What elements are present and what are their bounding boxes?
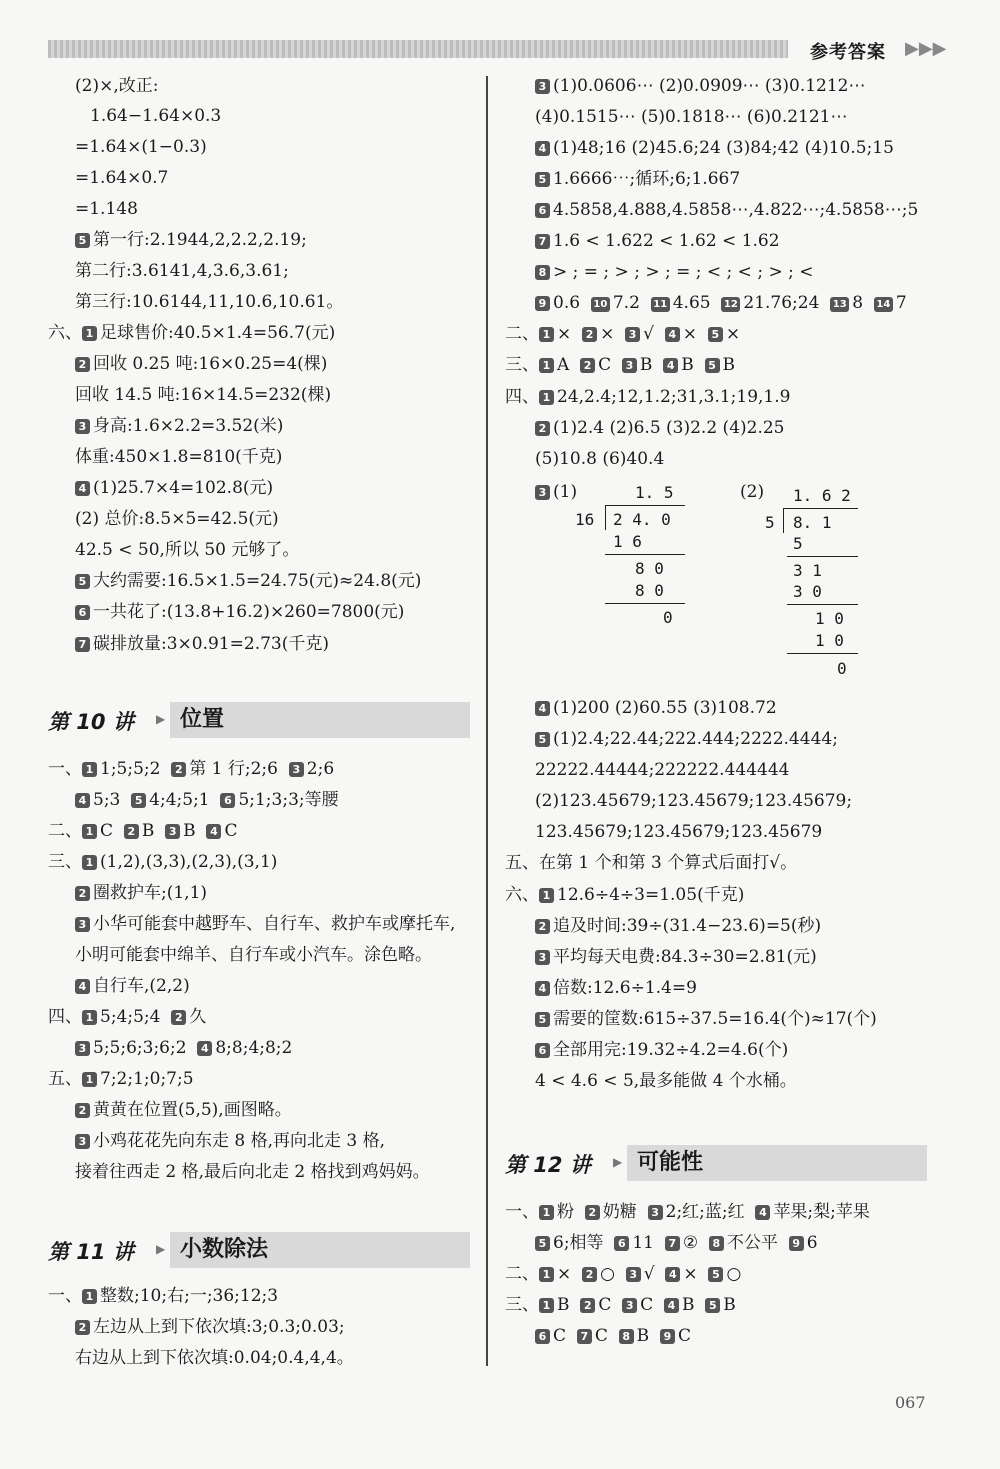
answer-line: 3 5;5;6;3;6;2 4 8;8;4;8;2 xyxy=(75,1037,292,1059)
answer-line: 第三行:10.6144,11,10.6,10.61。 xyxy=(75,292,344,312)
header-label: 参考答案 xyxy=(810,42,886,63)
answer-line: 2 圈救护车;(1,1) xyxy=(75,882,207,904)
answer-line: 2 回收 0.25 吨:16×0.25=4(棵) xyxy=(75,353,327,375)
answer-line: 5 1.6666⋯;循环;6;1.667 xyxy=(535,168,740,190)
page-number: 067 xyxy=(895,1393,926,1412)
answer-line: 8 > ; = ; > ; > ; = ; < ; < ; > ; < xyxy=(535,261,813,283)
section-heading-11 xyxy=(48,1232,478,1268)
item-number: 6 xyxy=(75,605,90,620)
answer-line: 3 小鸡花花先向东走 8 格,再向北走 3 格, xyxy=(75,1130,385,1152)
answer-line: 5 第一行:2.1944,2,2.2,2.19; xyxy=(75,229,307,251)
answer-line: 体重:450×1.8=810(千克) xyxy=(75,447,283,467)
section-title: 小数除法 xyxy=(170,1232,470,1268)
item-number: 1 xyxy=(82,326,97,341)
answer-line: 4 5;3 5 4;4;5;1 6 5;1;3;3;等腰 xyxy=(75,789,339,811)
answer-line: 五、 1 7;2;1;0;7;5 xyxy=(48,1069,194,1089)
answer-line: 2 追及时间:39÷(31.4−23.6)=5(秒) xyxy=(535,915,821,937)
answer-line: 一、 1 整数;10;右;一;36;12;3 xyxy=(48,1286,279,1306)
answer-line: 右边从上到下依次填:0.04;0.4,4,4。 xyxy=(75,1348,354,1368)
answer-line: 6 4.5858,4.888,4.5858⋯,4.822⋯;4.5858⋯;5 xyxy=(535,199,918,221)
answer-line: 9 0.6 10 7.2 11 4.65 12 21.76;24 13 8 14 7 xyxy=(535,292,907,314)
section-number: 第 11 讲 xyxy=(48,1240,134,1264)
answer-line: 7 碳排放量:3×0.91=2.73(千克) xyxy=(75,633,329,655)
answer-line: 3 小华可能套中越野车、自行车、救护车或摩托车, xyxy=(75,913,455,935)
answer-line: 4 (1)48;16 (2)45.6;24 (3)84;42 (4)10.5;15 xyxy=(535,137,894,159)
answer-line: =1.64×(1−0.3) xyxy=(75,137,207,157)
answer-line: 5 (1)2.4;22.44;222.444;2222.4444; xyxy=(535,728,838,750)
answer-line: 5 6;相等 6 11 7 ② 8 不公平 9 6 xyxy=(535,1232,818,1254)
answer-line: 42.5 < 50,所以 50 元够了。 xyxy=(75,540,300,560)
answer-line: (2)×,改正: xyxy=(75,76,159,96)
answer-line: 二、 1 C 2 B 3 B 4 C xyxy=(48,821,238,841)
triangle-icon: ▶ xyxy=(613,1155,623,1169)
item-number: 3 xyxy=(75,419,90,434)
header-bar xyxy=(48,40,788,58)
item-number: 5 xyxy=(75,233,90,248)
answer-line: 二、 1 × 2 × 3 √ 4 × 5 × xyxy=(505,324,741,344)
answer-line: 六、 1 足球售价:40.5×1.4=56.7(元) xyxy=(48,323,336,343)
answer-line: 三、 1 A 2 C 3 B 4 B 5 B xyxy=(505,355,736,375)
answer-line: 3 (1)0.0606⋯ (2)0.0909⋯ (3)0.1212⋯ xyxy=(535,75,866,97)
section-heading-12 xyxy=(505,1145,935,1181)
section-title: 可能性 xyxy=(627,1145,927,1181)
answer-line: 四、 1 24,2.4;12,1.2;31,3.1;19,1.9 xyxy=(505,387,791,407)
division-label: (2) xyxy=(740,482,765,502)
answer-line: 6 一共花了:(13.8+16.2)×260=7800(元) xyxy=(75,601,404,623)
answer-line: 五、在第 1 个和第 3 个算式后面打√。 xyxy=(505,853,798,873)
section-number: 第 10 讲 xyxy=(48,710,134,734)
answer-line: 123.45679;123.45679;123.45679 xyxy=(535,822,823,842)
answer-line: 5 大约需要:16.5×1.5=24.75(元)≈24.8(元) xyxy=(75,570,421,592)
answer-line: 3 平均每天电费:84.3÷30=2.81(元) xyxy=(535,946,817,968)
answer-line: (2) 总价:8.5×5=42.5(元) xyxy=(75,509,279,529)
answer-line: (4)0.1515⋯ (5)0.1818⋯ (6)0.2121⋯ xyxy=(535,107,848,127)
column-divider xyxy=(486,76,488,1366)
answer-line: 三、 1 B 2 C 3 C 4 B 5 B xyxy=(505,1295,736,1315)
answer-line: 2 左边从上到下依次填:3;0.3;0.03; xyxy=(75,1316,345,1338)
answer-line: 4 自行车,(2,2) xyxy=(75,975,190,997)
answer-line: 7 1.6 < 1.622 < 1.62 < 1.62 xyxy=(535,230,780,252)
header-arrows: ▶▶▶ xyxy=(905,38,947,59)
answer-line: 三、 1 (1,2),(3,3),(2,3),(3,1) xyxy=(48,852,278,872)
answer-line: (5)10.8 (6)40.4 xyxy=(535,449,665,469)
answer-line: 4 倍数:12.6÷1.4=9 xyxy=(535,977,697,999)
answer-line: 3 身高:1.6×2.2=3.52(米) xyxy=(75,415,283,437)
item-number: 5 xyxy=(75,574,90,589)
answer-line: 二、 1 × 2 ○ 3 √ 4 × 5 ○ xyxy=(505,1264,742,1284)
answer-line: 2 (1)2.4 (2)6.5 (3)2.2 (4)2.25 xyxy=(535,417,785,439)
item-number: 4 xyxy=(75,481,90,496)
item-number: 7 xyxy=(75,637,90,652)
answer-line: 4 (1)200 (2)60.55 (3)108.72 xyxy=(535,697,777,719)
answer-line: 22222.44444;222222.444444 xyxy=(535,760,790,780)
item-number: 2 xyxy=(75,357,90,372)
answer-line: 第二行:3.6141,4,3.6,3.61; xyxy=(75,261,289,281)
answer-line: 6 全部用完:19.32÷4.2=4.6(个) xyxy=(535,1039,788,1061)
answer-line: 1.64−1.64×0.3 xyxy=(90,106,222,126)
answer-line: 六、 1 12.6÷4÷3=1.05(千克) xyxy=(505,885,745,905)
answer-line: 一、 1 粉 2 奶糖 3 2;红;蓝;红 4 苹果;梨;苹果 xyxy=(505,1202,870,1222)
answer-line: 接着往西走 2 格,最后向北走 2 格找到鸡妈妈。 xyxy=(75,1162,430,1182)
answer-line: =1.64×0.7 xyxy=(75,168,169,188)
triangle-icon: ▶ xyxy=(156,1242,166,1256)
answer-line: 一、 1 1;5;5;2 2 第 1 行;2;6 3 2;6 xyxy=(48,759,335,779)
answer-line: 6 C 7 C 8 B 9 C xyxy=(535,1325,691,1347)
division-label: 3 (1) xyxy=(535,481,577,503)
answer-line: 2 黄黄在位置(5,5),画图略。 xyxy=(75,1099,292,1121)
answer-line: 小明可能套中绵羊、自行车或小汽车。涂色略。 xyxy=(75,945,432,965)
answer-line: 5 需要的筐数:615÷37.5=16.4(个)≈17(个) xyxy=(535,1008,877,1030)
answer-line: 四、 1 5;4;5;4 2 久 xyxy=(48,1007,207,1027)
answer-line: 4 < 4.6 < 5,最多能做 4 个水桶。 xyxy=(535,1071,797,1091)
section-number: 第 12 讲 xyxy=(505,1153,591,1177)
answer-line: (2)123.45679;123.45679;123.45679; xyxy=(535,791,853,811)
answer-line: 回收 14.5 吨:16×14.5=232(棵) xyxy=(75,385,332,405)
answer-line: 4 (1)25.7×4=102.8(元) xyxy=(75,477,273,499)
section-heading-10 xyxy=(48,702,478,738)
section-title: 位置 xyxy=(170,702,470,738)
triangle-icon: ▶ xyxy=(156,712,166,726)
answer-line: =1.148 xyxy=(75,199,138,219)
